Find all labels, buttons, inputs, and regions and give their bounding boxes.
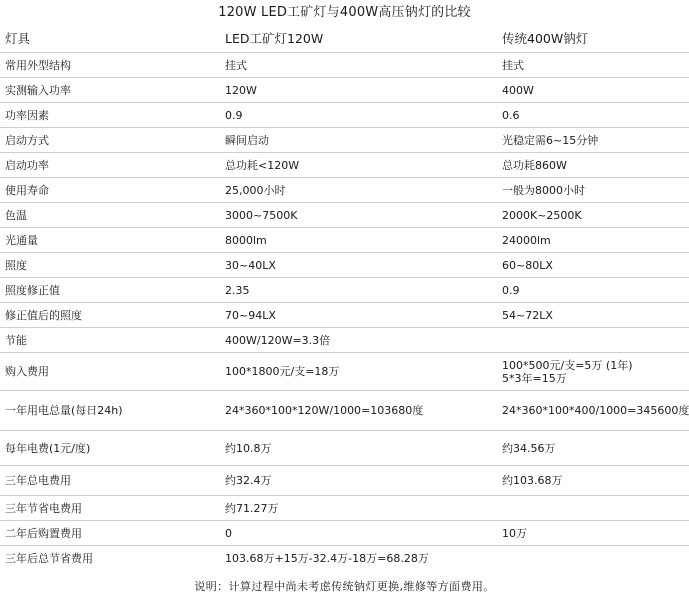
row-label: 常用外型结构 <box>0 53 219 78</box>
table-row <box>0 303 689 328</box>
table-row <box>0 391 689 431</box>
row-label: 照度 <box>0 253 219 278</box>
led-value: 挂式 <box>219 53 498 78</box>
sodium-value: 总功耗860W <box>498 153 689 178</box>
table-row <box>0 466 689 496</box>
row-label: 修正值后的照度 <box>0 303 219 328</box>
table-row <box>0 253 689 278</box>
table-row <box>0 228 689 253</box>
sodium-value: 一般为8000小时 <box>498 178 689 203</box>
row-label: 启动功率 <box>0 153 219 178</box>
table-row <box>0 278 689 303</box>
led-value: 120W <box>219 78 498 103</box>
led-value: 103.68万+15万-32.4万-18万=68.28万 <box>225 551 429 565</box>
comparison-table <box>0 24 689 570</box>
led-value: 约10.8万 <box>219 431 498 466</box>
header-cell-fixture: 灯具 <box>0 24 219 53</box>
row-label: 三年后总节省费用 <box>5 551 93 565</box>
table-row <box>0 128 689 153</box>
led-value: 0 <box>219 521 498 546</box>
sodium-value <box>498 546 689 571</box>
sodium-value: 光稳定需6~15分钟 <box>498 128 689 153</box>
sodium-value: 24000lm <box>498 228 689 253</box>
sodium-value: 24*360*100*400/1000=345600度 <box>498 391 689 431</box>
sodium-value-line: 5*3年=15万 <box>502 371 567 385</box>
table-header-row <box>0 24 689 53</box>
led-value: 70~94LX <box>219 303 498 328</box>
sodium-value: 约34.56万 <box>498 431 689 466</box>
led-value: 3000~7500K <box>219 203 498 228</box>
sodium-value: 挂式 <box>498 53 689 78</box>
row-label: 功率因素 <box>0 103 219 128</box>
sodium-value <box>498 496 689 521</box>
sodium-value: 400W <box>498 78 689 103</box>
row-label: 三年节省电费用 <box>0 496 219 521</box>
table-row <box>0 431 689 466</box>
row-label: 使用寿命 <box>0 178 219 203</box>
row-label: 购入费用 <box>0 353 219 391</box>
led-value: 25,000小时 <box>219 178 498 203</box>
led-value: 约71.27万 <box>219 496 498 521</box>
row-label: 照度修正值 <box>0 278 219 303</box>
table-row <box>0 53 689 78</box>
sodium-value: 0.6 <box>498 103 689 128</box>
row-label: 启动方式 <box>0 128 219 153</box>
table-row <box>0 178 689 203</box>
led-value: 400W/120W=3.3倍 <box>219 328 498 353</box>
sodium-value: 60~80LX <box>498 253 689 278</box>
sodium-value: 约103.68万 <box>498 466 689 496</box>
table-row <box>0 521 689 546</box>
row-label: 色温 <box>0 203 219 228</box>
sodium-value: 0.9 <box>498 278 689 303</box>
led-value: 瞬间启动 <box>219 128 498 153</box>
table-row <box>0 353 689 391</box>
led-value: 约32.4万 <box>219 466 498 496</box>
table-row <box>0 203 689 228</box>
table-row <box>0 496 689 521</box>
row-label: 节能 <box>0 328 219 353</box>
led-value: 2.35 <box>219 278 498 303</box>
led-value: 30~40LX <box>219 253 498 278</box>
led-value: 24*360*100*120W/1000=103680度 <box>219 391 498 431</box>
led-value: 8000lm <box>219 228 498 253</box>
footnote: 说明：计算过程中尚未考虑传统钠灯更换,维修等方面费用。 <box>194 580 495 593</box>
sodium-value <box>498 353 689 391</box>
header-cell-led: LED工矿灯120W <box>219 24 498 53</box>
row-label: 一年用电总量(每日24h) <box>0 391 219 431</box>
sodium-value: 54~72LX <box>498 303 689 328</box>
led-value: 总功耗<120W <box>219 153 498 178</box>
sodium-value-line: 100*500元/支=5万 (1年) <box>502 358 633 372</box>
sodium-value <box>498 328 689 353</box>
sodium-value: 2000K~2500K <box>498 203 689 228</box>
table-row <box>0 103 689 128</box>
sodium-value: 10万 <box>498 521 689 546</box>
table-row <box>0 153 689 178</box>
led-value: 100*1800元/支=18万 <box>219 353 498 391</box>
led-value: 0.9 <box>219 103 498 128</box>
header-cell-sodium: 传统400W钠灯 <box>498 24 689 53</box>
row-label: 每年电费(1元/度) <box>0 431 219 466</box>
table-row <box>0 546 689 571</box>
row-label: 光通量 <box>0 228 219 253</box>
row-label: 二年后购置费用 <box>0 521 219 546</box>
table-row <box>0 78 689 103</box>
table-title: 120W LED工矿灯与400W高压钠灯的比较 <box>218 5 471 20</box>
row-label: 实测输入功率 <box>0 78 219 103</box>
row-label: 三年总电费用 <box>0 466 219 496</box>
table-row <box>0 328 689 353</box>
